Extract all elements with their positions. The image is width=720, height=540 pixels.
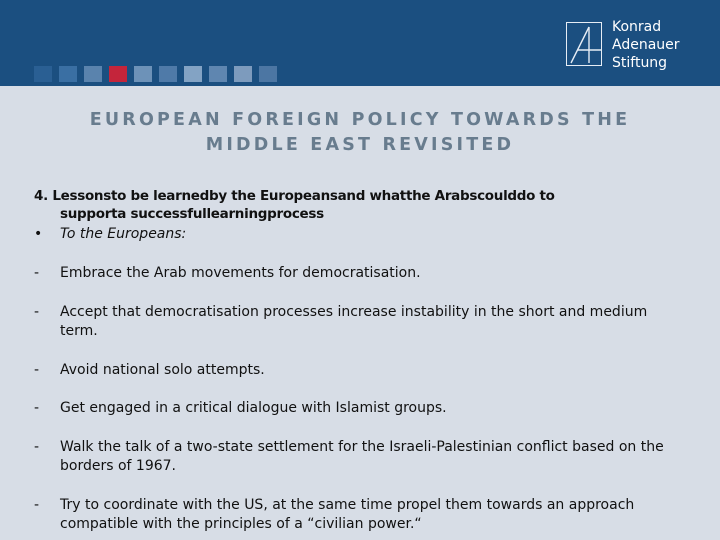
list-dash: - <box>34 400 40 416</box>
logo-line-1: Konrad <box>612 19 662 35</box>
slide-title-line-1: EUROPEAN FOREIGN POLICY TOWARDS THE <box>89 110 631 130</box>
list-item-text: Accept that democratisation processes increase instability in the short and medium term. <box>60 304 648 339</box>
square-9 <box>234 66 252 82</box>
square-3 <box>84 66 102 82</box>
bullet-text: To the Europeans: <box>60 226 187 242</box>
list-dash: - <box>34 265 40 281</box>
section-heading <box>34 187 694 223</box>
logo-wordmark <box>612 18 680 72</box>
kas-logo-icon <box>566 22 602 66</box>
slide-title <box>0 108 720 158</box>
square-1 <box>34 66 52 82</box>
square-10 <box>259 66 277 82</box>
list-dash: - <box>34 304 40 320</box>
list-item <box>34 264 684 283</box>
logo-line-3: Stiftung <box>612 55 668 71</box>
list-dash: - <box>34 439 40 455</box>
square-8 <box>209 66 227 82</box>
slide-title-line-2: MIDDLE EAST REVISITED <box>205 135 515 155</box>
section-heading-line-1: 4. Lessonsto be learnedby the Europeansand whatthe Arabscoulddo to <box>34 188 555 204</box>
list-item-text: Walk the talk of a two-state settlement for the Israeli-Palestinian conflict based on the borders of 1967. <box>60 439 664 474</box>
square-6 <box>159 66 177 82</box>
list-item-text: Avoid national solo attempts. <box>60 362 265 378</box>
list-item-text: Embrace the Arab movements for democratisation. <box>60 265 421 281</box>
list-item <box>34 361 684 380</box>
square-7 <box>184 66 202 82</box>
list-item-text: Try to coordinate with the US, at the same time propel them towards an approach compatible with the principles of a “civilian power.“ <box>60 497 635 532</box>
list-item <box>34 303 684 341</box>
square-5 <box>134 66 152 82</box>
bullet-dot: • <box>34 226 43 242</box>
list-item <box>34 496 684 534</box>
square-4 <box>109 66 127 82</box>
list-item <box>34 399 684 418</box>
list-item <box>34 438 684 476</box>
header-bar <box>0 0 720 86</box>
square-2 <box>59 66 77 82</box>
list-dash: - <box>34 362 40 378</box>
list-item-text: Get engaged in a critical dialogue with Islamist groups. <box>60 400 447 416</box>
section-heading-line-2: supporta successfullearningprocess <box>60 206 324 222</box>
logo-line-2: Adenauer <box>612 37 680 53</box>
list-dash: - <box>34 497 40 513</box>
